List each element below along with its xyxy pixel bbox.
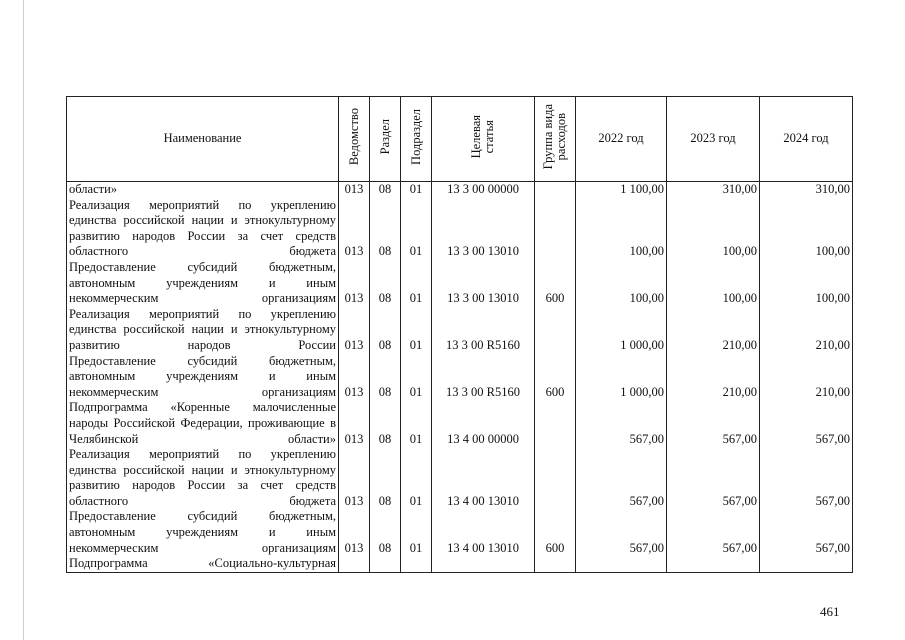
row-value-2024 bbox=[760, 556, 853, 572]
row-name: Предоставление субсидий бюджетным, автономным учреждениям и иным некоммерческим организациям bbox=[67, 354, 339, 401]
row-vedomstvo: 013 bbox=[339, 260, 370, 307]
row-value-2024: 567,00 bbox=[760, 509, 853, 556]
row-value-2022: 100,00 bbox=[576, 198, 667, 260]
row-expense-group bbox=[535, 182, 576, 198]
page-number: 461 bbox=[820, 604, 840, 619]
row-podrazdel: 01 bbox=[401, 354, 432, 401]
row-podrazdel bbox=[401, 556, 432, 572]
row-value-2022: 567,00 bbox=[576, 509, 667, 556]
header-podrazdel: Подраздел bbox=[401, 97, 432, 182]
row-razdel: 08 bbox=[370, 354, 401, 401]
row-target-article: 13 4 00 13010 bbox=[432, 447, 535, 509]
table-row bbox=[67, 556, 853, 572]
table-row bbox=[67, 400, 853, 447]
row-value-2024: 100,00 bbox=[760, 198, 853, 260]
header-razdel: Раздел bbox=[370, 97, 401, 182]
row-name: Реализация мероприятий по укреплению единства российской нации и этнокультурному развитию народов России за счет средств областного бюджета bbox=[67, 447, 339, 509]
row-name: Предоставление субсидий бюджетным, автономным учреждениям и иным некоммерческим организациям bbox=[67, 260, 339, 307]
row-value-2022: 567,00 bbox=[576, 447, 667, 509]
row-value-2022: 1 000,00 bbox=[576, 354, 667, 401]
row-target-article: 13 4 00 00000 bbox=[432, 400, 535, 447]
row-target-article: 13 3 00 13010 bbox=[432, 198, 535, 260]
row-podrazdel: 01 bbox=[401, 307, 432, 354]
row-expense-group: 600 bbox=[535, 509, 576, 556]
row-target-article: 13 4 00 13010 bbox=[432, 509, 535, 556]
row-name: Реализация мероприятий по укреплению единства российской нации и этнокультурному развитию народов России bbox=[67, 307, 339, 354]
row-name: области» bbox=[67, 182, 339, 198]
row-name: Подпрограмма «Социально-культурная bbox=[67, 556, 339, 572]
row-value-2023: 567,00 bbox=[667, 400, 760, 447]
row-podrazdel: 01 bbox=[401, 198, 432, 260]
row-value-2024: 310,00 bbox=[760, 182, 853, 198]
row-podrazdel: 01 bbox=[401, 509, 432, 556]
row-vedomstvo bbox=[339, 556, 370, 572]
row-value-2024: 210,00 bbox=[760, 307, 853, 354]
row-razdel: 08 bbox=[370, 198, 401, 260]
table-row bbox=[67, 198, 853, 260]
table-row bbox=[67, 447, 853, 509]
row-expense-group bbox=[535, 198, 576, 260]
row-expense-group: 600 bbox=[535, 354, 576, 401]
row-razdel: 08 bbox=[370, 260, 401, 307]
row-name: Подпрограмма «Коренные малочисленные народы Российской Федерации, проживающие в Челябинской области» bbox=[67, 400, 339, 447]
row-expense-group: 600 bbox=[535, 260, 576, 307]
header-2023: 2023 год bbox=[667, 97, 760, 182]
header-vedomstvo: Ведомство bbox=[339, 97, 370, 182]
budget-table bbox=[66, 96, 853, 573]
table-row bbox=[67, 509, 853, 556]
row-vedomstvo: 013 bbox=[339, 182, 370, 198]
header-target-article: Целевая статья bbox=[432, 97, 535, 182]
row-value-2024: 210,00 bbox=[760, 354, 853, 401]
row-razdel: 08 bbox=[370, 182, 401, 198]
row-vedomstvo: 013 bbox=[339, 307, 370, 354]
row-value-2023: 210,00 bbox=[667, 354, 760, 401]
row-value-2023: 100,00 bbox=[667, 260, 760, 307]
table-row bbox=[67, 260, 853, 307]
row-value-2022: 1 100,00 bbox=[576, 182, 667, 198]
row-podrazdel: 01 bbox=[401, 400, 432, 447]
row-razdel: 08 bbox=[370, 509, 401, 556]
row-value-2024: 100,00 bbox=[760, 260, 853, 307]
header-expense-group: Группа вида расходов bbox=[535, 97, 576, 182]
row-vedomstvo: 013 bbox=[339, 400, 370, 447]
row-value-2023: 210,00 bbox=[667, 307, 760, 354]
scan-edge-line bbox=[23, 0, 24, 640]
row-value-2022: 100,00 bbox=[576, 260, 667, 307]
row-value-2024: 567,00 bbox=[760, 400, 853, 447]
table-row bbox=[67, 182, 853, 198]
row-target-article: 13 3 00 13010 bbox=[432, 260, 535, 307]
row-expense-group bbox=[535, 400, 576, 447]
row-expense-group bbox=[535, 447, 576, 509]
row-value-2023: 100,00 bbox=[667, 198, 760, 260]
row-expense-group bbox=[535, 556, 576, 572]
row-podrazdel: 01 bbox=[401, 182, 432, 198]
row-podrazdel: 01 bbox=[401, 260, 432, 307]
row-razdel: 08 bbox=[370, 400, 401, 447]
row-value-2022: 1 000,00 bbox=[576, 307, 667, 354]
row-target-article bbox=[432, 556, 535, 572]
row-podrazdel: 01 bbox=[401, 447, 432, 509]
row-value-2024: 567,00 bbox=[760, 447, 853, 509]
row-vedomstvo: 013 bbox=[339, 354, 370, 401]
table-row bbox=[67, 354, 853, 401]
row-vedomstvo: 013 bbox=[339, 447, 370, 509]
row-razdel bbox=[370, 556, 401, 572]
header-2022: 2022 год bbox=[576, 97, 667, 182]
row-name: Предоставление субсидий бюджетным, автономным учреждениям и иным некоммерческим организациям bbox=[67, 509, 339, 556]
row-target-article: 13 3 00 R5160 bbox=[432, 354, 535, 401]
row-value-2022: 567,00 bbox=[576, 400, 667, 447]
row-value-2023 bbox=[667, 556, 760, 572]
header-name: Наименование bbox=[67, 97, 339, 182]
row-razdel: 08 bbox=[370, 307, 401, 354]
row-expense-group bbox=[535, 307, 576, 354]
table-row bbox=[67, 307, 853, 354]
row-name: Реализация мероприятий по укреплению единства российской нации и этнокультурному развитию народов России за счет средств областного бюджета bbox=[67, 198, 339, 260]
row-razdel: 08 bbox=[370, 447, 401, 509]
row-value-2023: 567,00 bbox=[667, 509, 760, 556]
header-2024: 2024 год bbox=[760, 97, 853, 182]
row-value-2022 bbox=[576, 556, 667, 572]
row-value-2023: 567,00 bbox=[667, 447, 760, 509]
row-target-article: 13 3 00 R5160 bbox=[432, 307, 535, 354]
row-vedomstvo: 013 bbox=[339, 198, 370, 260]
header-row bbox=[67, 97, 853, 182]
row-vedomstvo: 013 bbox=[339, 509, 370, 556]
row-target-article: 13 3 00 00000 bbox=[432, 182, 535, 198]
row-value-2023: 310,00 bbox=[667, 182, 760, 198]
